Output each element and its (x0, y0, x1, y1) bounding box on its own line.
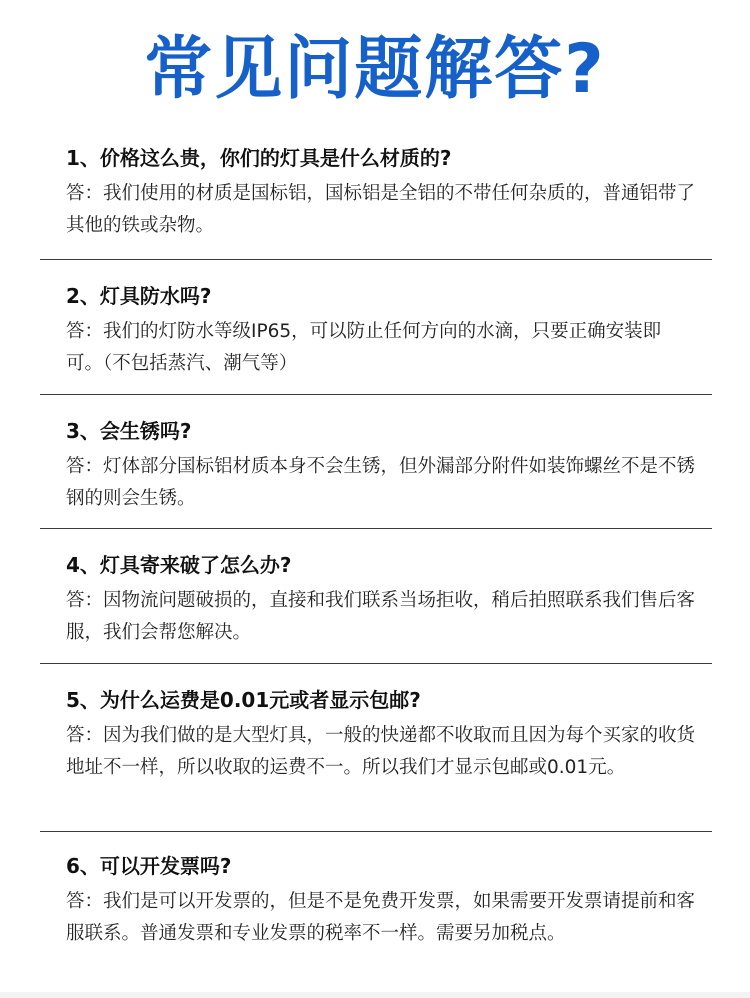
faq-item-3 (40, 395, 712, 529)
faq-item-2 (40, 260, 712, 395)
faq-answer: 答：因物流问题破损的，直接和我们联系当场拒收，稍后拍照联系我们售后客服，我们会帮您解决。 (66, 590, 696, 643)
faq-question: 3、会生锈吗? (66, 419, 192, 443)
faq-answer: 答：我们的灯防水等级IP65，可以防止任何方向的水滴，只要正确安装即可。（不包括蒸汽、潮气等） (66, 321, 662, 374)
faq-question: 4、灯具寄来破了怎么办? (66, 553, 292, 577)
bottom-shade (0, 992, 750, 998)
faq-answer: 答：因为我们做的是大型灯具，一般的快递都不收取而且因为每个买家的收货地址不一样，所以收取的运费不一。所以我们才显示包邮或0.01元。 (66, 725, 696, 778)
faq-answer: 答：灯体部分国标铝材质本身不会生锈，但外漏部分附件如装饰螺丝不是不锈钢的则会生锈。 (66, 456, 696, 509)
faq-answer: 答：我们使用的材质是国标铝，国标铝是全铝的不带任何杂质的，普通铝带了其他的铁或杂物。 (66, 183, 696, 236)
faq-item-6 (40, 832, 712, 966)
faq-question: 5、为什么运费是0.01元或者显示包邮? (66, 688, 421, 712)
faq-question: 2、灯具防水吗? (66, 284, 212, 308)
faq-list (40, 126, 712, 966)
faq-question: 6、可以开发票吗? (66, 854, 232, 878)
faq-answer: 答：我们是可以开发票的，但是不是免费开发票，如果需要开发票请提前和客服联系。普通发票和专业发票的税率不一样。需要另加税点。 (66, 891, 696, 944)
page-title: 常见问题解答? (144, 30, 606, 109)
faq-item-4 (40, 529, 712, 664)
faq-question: 1、价格这么贵，你们的灯具是什么材质的? (66, 146, 452, 170)
faq-item-1 (40, 126, 712, 260)
faq-item-5 (40, 664, 712, 832)
